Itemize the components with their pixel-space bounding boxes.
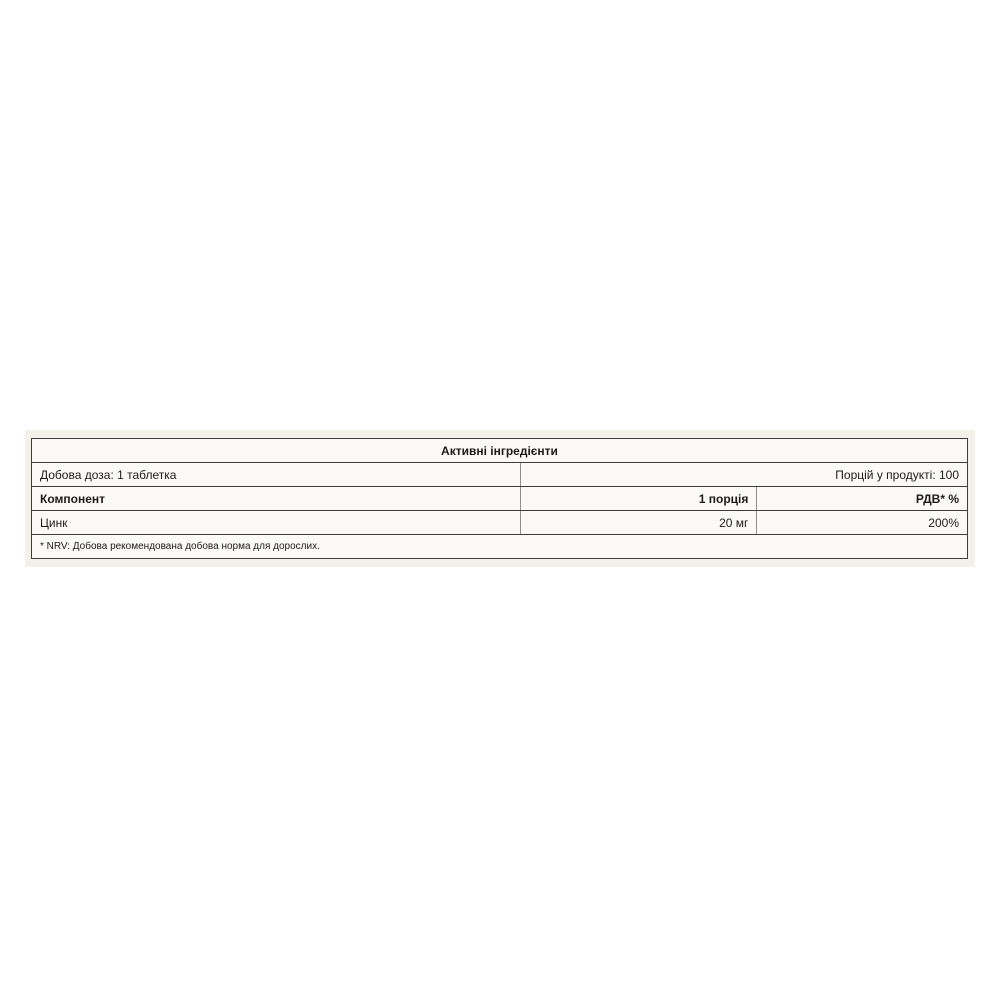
serving-info-row	[32, 463, 968, 487]
table-title: Активні інгредієнти	[32, 439, 968, 463]
column-header-serving: 1 порція	[520, 487, 757, 511]
footnote-row	[32, 535, 968, 559]
table-row	[32, 511, 968, 535]
active-ingredients-table	[31, 438, 968, 559]
component-name-cell: Цинк	[32, 511, 521, 535]
component-nrv-cell: 200%	[757, 511, 968, 535]
column-header-nrv: РДВ* %	[757, 487, 968, 511]
ingredients-panel	[25, 430, 975, 567]
column-header-row	[32, 487, 968, 511]
daily-dose-label: Добова доза: 1 таблетка	[32, 463, 521, 487]
column-header-component: Компонент	[32, 487, 521, 511]
table-title-row	[32, 439, 968, 463]
component-amount-cell: 20 мг	[520, 511, 757, 535]
servings-per-product-label: Порцій у продукті: 100	[520, 463, 967, 487]
table-footnote: * NRV: Добова рекомендована добова норма для дорослих.	[32, 535, 968, 559]
